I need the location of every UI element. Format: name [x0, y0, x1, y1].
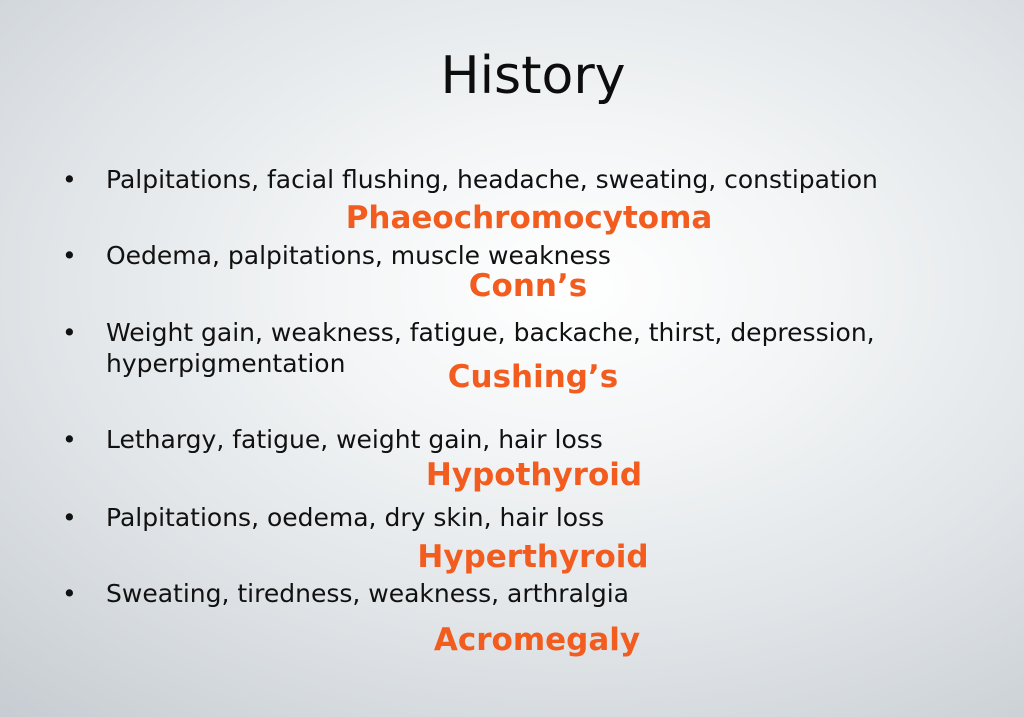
bullet-dot: •: [62, 579, 77, 608]
symptoms-text: Palpitations, oedema, dry skin, hair loss: [106, 503, 605, 532]
bullet-dot: •: [62, 425, 77, 454]
bullet-dot: •: [62, 503, 77, 532]
diagnosis-label: Acromegaly: [433, 622, 641, 658]
diagnosis-label: Phaeochromocytoma: [345, 200, 713, 236]
diagnosis-label: Hyperthyroid: [417, 539, 649, 575]
bullet-dot: •: [62, 241, 77, 270]
diagnosis-label: Cushing’s: [447, 359, 619, 395]
symptoms-text: Lethargy, fatigue, weight gain, hair loss: [106, 425, 603, 454]
bullet-dot: •: [62, 165, 77, 194]
symptoms-text: Oedema, palpitations, muscle weakness: [106, 241, 611, 270]
symptoms-text: Sweating, tiredness, weakness, arthralgia: [106, 579, 629, 608]
symptoms-text: Weight gain, weakness, fatigue, backache, thirst, depression, hyperpigmentation: [106, 318, 875, 378]
bullet-dot: •: [62, 318, 77, 347]
slide-title: History: [440, 46, 626, 106]
symptoms-text: Palpitations, facial flushing, headache, sweating, constipation: [106, 165, 878, 194]
diagnosis-label: Conn’s: [468, 268, 588, 304]
diagnosis-label: Hypothyroid: [425, 457, 643, 493]
